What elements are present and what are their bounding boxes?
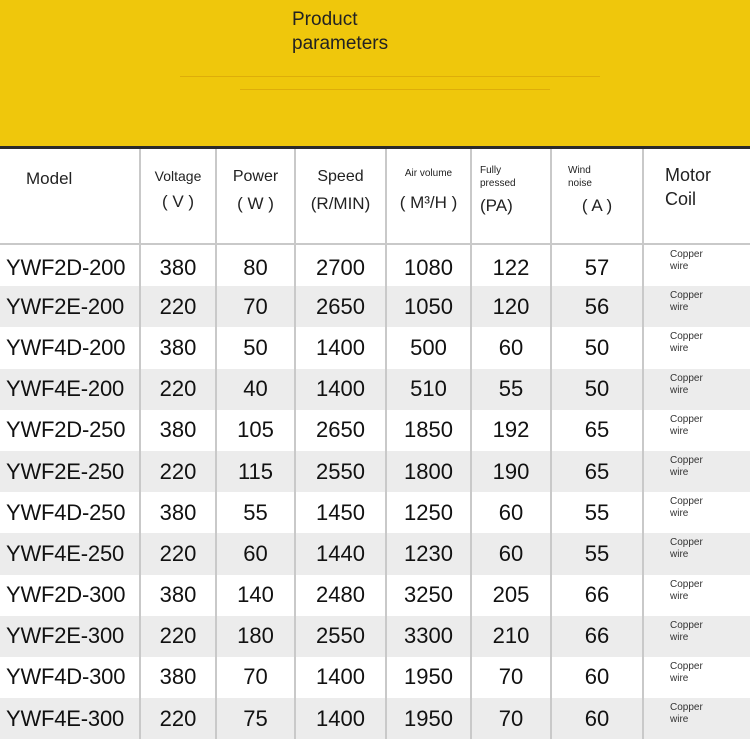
cell-air-volume: 1080 [386, 244, 471, 286]
cell-power: 50 [216, 327, 295, 368]
cell-motor-coil [643, 492, 750, 533]
header-voltage-label: Voltage [154, 168, 202, 184]
table-row [0, 369, 750, 410]
cell-noise: 55 [551, 533, 643, 574]
cell-model: YWF2D-250 [0, 410, 140, 451]
cell-noise: 66 [551, 575, 643, 616]
cell-speed: 2700 [295, 244, 386, 286]
cell-voltage: 380 [140, 492, 216, 533]
cell-speed: 2650 [295, 410, 386, 451]
decorative-line [180, 76, 600, 77]
cell-model: YWF2E-200 [0, 286, 140, 327]
header-motor-line2: Coil [665, 189, 697, 209]
coil-line-2: wire [670, 590, 689, 602]
cell-model: YWF4E-250 [0, 533, 140, 574]
coil-line-2: wire [670, 302, 689, 314]
cell-air-volume: 510 [386, 369, 471, 410]
cell-power: 70 [216, 286, 295, 327]
cell-pressure: 70 [471, 657, 551, 698]
header-voltage-unit: ( V ) [161, 192, 195, 211]
cell-motor-coil [643, 575, 750, 616]
coil-line-1: Copper [670, 372, 703, 384]
title-line-1: Product [292, 9, 358, 30]
cell-pressure: 55 [471, 369, 551, 410]
cell-voltage: 220 [140, 451, 216, 492]
cell-voltage: 380 [140, 327, 216, 368]
cell-model: YWF2E-300 [0, 616, 140, 657]
cell-pressure: 205 [471, 575, 551, 616]
cell-noise: 56 [551, 286, 643, 327]
table-body [0, 244, 750, 739]
cell-pressure: 70 [471, 698, 551, 739]
cell-speed: 2550 [295, 451, 386, 492]
cell-speed: 1400 [295, 327, 386, 368]
coil-line-2: wire [670, 425, 689, 437]
cell-model: YWF2D-300 [0, 575, 140, 616]
header-model: Model [0, 149, 140, 244]
header-motor-coil [643, 149, 750, 244]
cell-noise: 60 [551, 657, 643, 698]
table-row [0, 410, 750, 451]
cell-air-volume: 1850 [386, 410, 471, 451]
table-row [0, 451, 750, 492]
table-row [0, 286, 750, 327]
cell-voltage: 220 [140, 533, 216, 574]
cell-power: 70 [216, 657, 295, 698]
header-pressure [471, 149, 551, 244]
header-power-label: Power [232, 168, 279, 185]
header-noise-unit: ( A ) [581, 196, 613, 215]
cell-voltage: 380 [140, 657, 216, 698]
cell-voltage: 220 [140, 286, 216, 327]
header-pressure-unit: (PA) [480, 196, 513, 215]
cell-pressure: 190 [471, 451, 551, 492]
coil-line-1: Copper [670, 249, 703, 260]
cell-speed: 2650 [295, 286, 386, 327]
table-row [0, 533, 750, 574]
cell-model: YWF4D-300 [0, 657, 140, 698]
cell-model: YWF4D-200 [0, 327, 140, 368]
cell-air-volume: 1950 [386, 657, 471, 698]
table-row [0, 327, 750, 368]
coil-line-1: Copper [670, 537, 703, 549]
coil-line-2: wire [670, 466, 689, 478]
cell-motor-coil [643, 451, 750, 492]
coil-line-2: wire [670, 508, 689, 520]
cell-motor-coil [643, 698, 750, 739]
cell-power: 105 [216, 410, 295, 451]
cell-model: YWF2D-200 [0, 244, 140, 286]
cell-noise: 57 [551, 244, 643, 286]
cell-speed: 1400 [295, 698, 386, 739]
coil-line-1: Copper [670, 454, 703, 466]
coil-line-2: wire [670, 384, 689, 396]
coil-line-1: Copper [670, 331, 703, 343]
header-air-volume-unit: ( M³/H ) [399, 193, 458, 212]
coil-line-2: wire [670, 672, 689, 684]
cell-speed: 1400 [295, 657, 386, 698]
cell-pressure: 60 [471, 533, 551, 574]
cell-noise: 65 [551, 451, 643, 492]
cell-noise: 50 [551, 327, 643, 368]
cell-model: YWF2E-250 [0, 451, 140, 492]
coil-line-1: Copper [670, 660, 703, 672]
cell-noise: 66 [551, 616, 643, 657]
coil-line-2: wire [670, 714, 689, 726]
header-air-volume [386, 149, 471, 244]
cell-speed: 1400 [295, 369, 386, 410]
header-pressure-line1: Fully [480, 165, 502, 176]
cell-noise: 65 [551, 410, 643, 451]
cell-air-volume: 1250 [386, 492, 471, 533]
header-air-volume-label: Air volume [404, 168, 453, 179]
coil-line-1: Copper [670, 578, 703, 590]
cell-air-volume: 1950 [386, 698, 471, 739]
coil-line-2: wire [670, 261, 689, 272]
cell-motor-coil [643, 369, 750, 410]
cell-pressure: 210 [471, 616, 551, 657]
cell-motor-coil [643, 410, 750, 451]
cell-noise: 55 [551, 492, 643, 533]
table-row [0, 492, 750, 533]
coil-line-1: Copper [670, 290, 703, 302]
decorative-line [240, 89, 550, 90]
cell-voltage: 220 [140, 616, 216, 657]
cell-model: YWF4D-250 [0, 492, 140, 533]
cell-motor-coil [643, 286, 750, 327]
table-row [0, 698, 750, 739]
cell-pressure: 192 [471, 410, 551, 451]
table-row [0, 575, 750, 616]
table-row [0, 616, 750, 657]
header-power [216, 149, 295, 244]
parameters-table [0, 146, 750, 731]
coil-line-1: Copper [670, 619, 703, 631]
cell-pressure: 60 [471, 327, 551, 368]
table-row [0, 244, 750, 286]
cell-model: YWF4E-300 [0, 698, 140, 739]
cell-speed: 2480 [295, 575, 386, 616]
cell-voltage: 380 [140, 410, 216, 451]
cell-motor-coil [643, 616, 750, 657]
header-power-unit: ( W ) [237, 194, 274, 213]
cell-power: 55 [216, 492, 295, 533]
cell-power: 180 [216, 616, 295, 657]
cell-speed: 2550 [295, 616, 386, 657]
coil-line-1: Copper [670, 702, 703, 714]
cell-motor-coil [643, 657, 750, 698]
cell-motor-coil [643, 244, 750, 286]
header-speed [295, 149, 386, 244]
page-title [292, 8, 492, 56]
coil-line-1: Copper [670, 413, 703, 425]
cell-voltage: 220 [140, 698, 216, 739]
cell-power: 80 [216, 244, 295, 286]
cell-motor-coil [643, 327, 750, 368]
cell-noise: 50 [551, 369, 643, 410]
cell-pressure: 122 [471, 244, 551, 286]
header-speed-unit: (R/MIN) [310, 194, 371, 213]
cell-air-volume: 1800 [386, 451, 471, 492]
header-noise-line2: noise [568, 178, 592, 189]
cell-air-volume: 1230 [386, 533, 471, 574]
table-header-row [0, 149, 750, 244]
cell-air-volume: 1050 [386, 286, 471, 327]
cell-air-volume: 500 [386, 327, 471, 368]
header-banner [0, 0, 750, 146]
coil-line-2: wire [670, 549, 689, 561]
cell-air-volume: 3300 [386, 616, 471, 657]
cell-power: 140 [216, 575, 295, 616]
header-voltage [140, 149, 216, 244]
title-line-2: parameters [292, 33, 389, 54]
header-speed-label: Speed [317, 168, 364, 185]
cell-air-volume: 3250 [386, 575, 471, 616]
coil-line-2: wire [670, 343, 689, 355]
header-noise [551, 149, 643, 244]
cell-power: 60 [216, 533, 295, 574]
header-noise-line1: Wind [568, 165, 591, 176]
cell-voltage: 380 [140, 244, 216, 286]
cell-motor-coil [643, 533, 750, 574]
header-pressure-line2: pressed [480, 178, 516, 189]
table-row [0, 657, 750, 698]
coil-line-1: Copper [670, 496, 703, 508]
cell-voltage: 380 [140, 575, 216, 616]
cell-pressure: 120 [471, 286, 551, 327]
cell-power: 115 [216, 451, 295, 492]
cell-speed: 1440 [295, 533, 386, 574]
header-motor-line1: Motor [665, 165, 712, 185]
cell-power: 75 [216, 698, 295, 739]
cell-power: 40 [216, 369, 295, 410]
cell-noise: 60 [551, 698, 643, 739]
cell-model: YWF4E-200 [0, 369, 140, 410]
coil-line-2: wire [670, 631, 689, 643]
cell-voltage: 220 [140, 369, 216, 410]
cell-speed: 1450 [295, 492, 386, 533]
cell-pressure: 60 [471, 492, 551, 533]
